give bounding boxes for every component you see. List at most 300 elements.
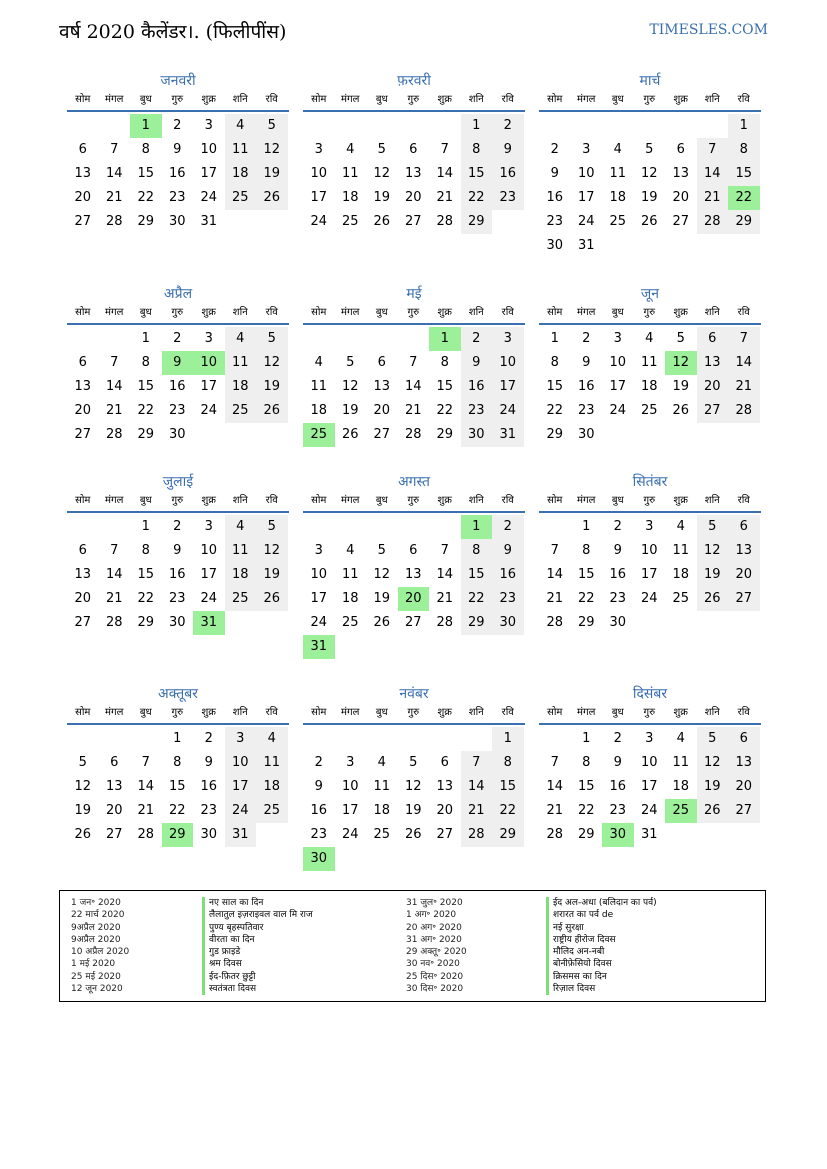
- day-cell: 10: [310, 567, 328, 582]
- day-cell: 31: [640, 827, 658, 842]
- day-cell: 23: [492, 587, 524, 611]
- day-cell: 16: [492, 563, 524, 587]
- weekday-label: गुरु: [171, 307, 184, 318]
- day-cell: 24: [609, 403, 627, 418]
- day-cell: 5: [676, 331, 685, 346]
- weekday-label: गुरु: [407, 707, 420, 718]
- day-cell: 25: [373, 827, 391, 842]
- weekday-label: शुक्र: [437, 495, 452, 506]
- day-cell: 23: [546, 214, 564, 229]
- month-name: मई: [406, 286, 422, 302]
- weekday-label: सोम: [311, 94, 327, 105]
- weekday-label: बुध: [375, 94, 388, 105]
- day-cell: 24: [200, 403, 218, 418]
- day-cell: [697, 234, 729, 258]
- day-cell: 29: [492, 823, 524, 847]
- day-cell: 1: [550, 331, 559, 346]
- day-cell: 20: [105, 803, 123, 818]
- day-cell: 7: [550, 543, 559, 558]
- weekday-label: बुध: [139, 495, 152, 506]
- holiday-dates-left: [71, 897, 129, 995]
- weekday-label: शुक्र: [437, 94, 452, 105]
- day-cell: 6: [440, 755, 449, 770]
- month-block: [539, 72, 761, 258]
- holiday-name: रिज़ाल दिवस: [553, 984, 596, 995]
- day-cell: 7: [409, 355, 418, 370]
- day-cell: 17: [200, 379, 218, 394]
- day-cell: 2: [550, 142, 559, 157]
- weekday-label: सोम: [547, 707, 563, 718]
- day-cell: [429, 635, 461, 659]
- weekday-label: मंगल: [105, 307, 124, 318]
- weekday-label: शुक्र: [673, 495, 688, 506]
- day-cell: 21: [105, 190, 123, 205]
- holiday-date: 22 मार्च 2020: [71, 910, 125, 921]
- day-cell: [256, 611, 288, 635]
- day-cell: 29: [546, 427, 564, 442]
- day-cell: 17: [310, 190, 328, 205]
- holiday-name: क्रिसमस का दिन: [553, 971, 607, 982]
- day-cell: [634, 611, 666, 635]
- holiday-name: पुण्य बृहस्पतिवार: [209, 922, 264, 933]
- day-cell: 7: [110, 543, 119, 558]
- day-cell: 21: [137, 803, 155, 818]
- site-link[interactable]: TIMESLES.COM: [649, 22, 768, 38]
- holiday-date: 25 मई 2020: [71, 971, 121, 982]
- day-cell: [398, 327, 430, 351]
- day-cell: 9: [314, 779, 323, 794]
- day-cell: 18: [609, 190, 627, 205]
- day-cell: 10: [310, 166, 328, 181]
- weekday-label: शुक्र: [673, 307, 688, 318]
- day-cell: 25: [256, 799, 288, 823]
- day-cell: [225, 611, 257, 635]
- weekday-label: गुरु: [643, 307, 656, 318]
- day-cell: 28: [728, 399, 760, 423]
- holiday-date: 9अप्रैल 2020: [71, 934, 121, 945]
- day-cell: 27: [728, 587, 760, 611]
- day-cell: 26: [256, 587, 288, 611]
- holiday-name: लैलातुल इज़राइवल वाल मि राज: [209, 910, 313, 921]
- day-cell: 23: [310, 827, 328, 842]
- day-cell: 28: [404, 427, 422, 442]
- day-cell: 17: [640, 779, 658, 794]
- weekday-label: मंगल: [105, 94, 124, 105]
- day-cell: [335, 727, 367, 751]
- day-cell: 14: [105, 567, 123, 582]
- day-cell: 16: [168, 379, 186, 394]
- day-cell: 18: [341, 190, 359, 205]
- weekday-label: शुक्र: [673, 94, 688, 105]
- weekday-label: बुध: [139, 94, 152, 105]
- day-cell: 16: [546, 190, 564, 205]
- day-cell: 17: [225, 775, 257, 799]
- day-cell: 14: [105, 166, 123, 181]
- day-cell: 7: [141, 755, 150, 770]
- day-cell: 18: [225, 162, 257, 186]
- weekday-label: सोम: [75, 307, 91, 318]
- day-cell: 23: [609, 591, 627, 606]
- day-cell: 29: [137, 214, 155, 229]
- day-cell: 5: [377, 543, 386, 558]
- day-cell: [398, 635, 430, 659]
- weekday-label: बुध: [139, 307, 152, 318]
- day-cell: [634, 234, 666, 258]
- day-cell: 6: [377, 355, 386, 370]
- day-cell: 11: [225, 351, 257, 375]
- day-grid: [67, 515, 289, 635]
- weekday-header: [303, 303, 525, 325]
- day-cell: 9: [492, 539, 524, 563]
- day-cell: 22: [137, 591, 155, 606]
- day-grid: [303, 327, 525, 447]
- day-cell: 27: [436, 827, 454, 842]
- day-cell: 24: [341, 827, 359, 842]
- day-cell: 27: [672, 214, 690, 229]
- day-cell: 20: [74, 591, 92, 606]
- day-cell: 11: [310, 379, 328, 394]
- day-cell: 18: [373, 803, 391, 818]
- day-cell: 13: [672, 166, 690, 181]
- day-cell: [539, 727, 571, 751]
- day-cell: 4: [346, 142, 355, 157]
- day-cell: [634, 423, 666, 447]
- day-cell: 19: [697, 563, 729, 587]
- weekday-label: बुध: [611, 94, 624, 105]
- day-cell: 23: [609, 803, 627, 818]
- day-cell: 21: [436, 190, 454, 205]
- weekday-header: [67, 703, 289, 725]
- day-cell: 1: [461, 114, 493, 138]
- day-cell: 11: [640, 355, 658, 370]
- month-block: [67, 473, 289, 635]
- day-cell: 27: [728, 799, 760, 823]
- day-cell: 4: [346, 543, 355, 558]
- day-cell: 7: [440, 142, 449, 157]
- day-cell: 11: [225, 539, 257, 563]
- day-cell: 3: [204, 519, 213, 534]
- weekday-label: रवि: [265, 94, 278, 105]
- day-cell: 7: [461, 751, 493, 775]
- day-cell: [398, 114, 430, 138]
- day-cell: 11: [672, 543, 690, 558]
- day-cell: [665, 823, 697, 847]
- weekday-label: शुक्र: [201, 495, 216, 506]
- day-cell: [366, 327, 398, 351]
- day-cell: 3: [645, 731, 654, 746]
- day-cell: 10: [640, 543, 658, 558]
- day-cell: 25: [640, 403, 658, 418]
- day-cell: 13: [697, 351, 729, 375]
- day-cell: 15: [577, 779, 595, 794]
- holiday-date: 20 अग॰ 2020: [406, 922, 462, 933]
- day-cell: 26: [672, 403, 690, 418]
- day-cell: 19: [256, 563, 288, 587]
- weekday-label: रवि: [737, 495, 750, 506]
- day-cell: [602, 423, 634, 447]
- day-cell: 2: [204, 731, 213, 746]
- day-cell: 24: [577, 214, 595, 229]
- day-grid: [539, 114, 761, 258]
- day-cell: 5: [697, 727, 729, 751]
- day-cell: 22: [436, 403, 454, 418]
- weekday-label: शनि: [468, 94, 484, 105]
- weekday-label: बुध: [375, 707, 388, 718]
- day-cell: 30: [168, 427, 186, 442]
- weekday-header: [67, 90, 289, 112]
- day-cell: 14: [105, 379, 123, 394]
- holiday-date: 1 जन॰ 2020: [71, 898, 121, 908]
- day-cell: 25: [225, 186, 257, 210]
- day-cell: 30: [546, 238, 564, 253]
- day-cell: 26: [341, 427, 359, 442]
- day-cell: [665, 114, 697, 138]
- day-cell: 6: [409, 543, 418, 558]
- day-cell: 18: [225, 375, 257, 399]
- weekday-label: गुरु: [643, 495, 656, 506]
- day-cell: [697, 423, 729, 447]
- month-name: फ़रवरी: [397, 73, 431, 89]
- day-cell: [335, 635, 367, 659]
- holiday-list: [59, 890, 766, 1002]
- day-cell: 4: [676, 731, 685, 746]
- day-cell: 10: [193, 351, 225, 375]
- day-cell: 17: [492, 375, 524, 399]
- day-cell: 13: [404, 567, 422, 582]
- weekday-label: शनि: [232, 707, 248, 718]
- holiday-name: श्रम दिवस: [209, 959, 242, 970]
- weekday-label: गुरु: [643, 94, 656, 105]
- day-cell: 2: [582, 331, 591, 346]
- weekday-label: शनि: [704, 307, 720, 318]
- day-cell: [366, 515, 398, 539]
- day-cell: [728, 611, 760, 635]
- day-cell: 1: [461, 515, 493, 539]
- day-cell: 23: [168, 190, 186, 205]
- day-cell: 7: [728, 327, 760, 351]
- day-cell: 29: [461, 210, 493, 234]
- month-block: [303, 685, 525, 871]
- day-cell: 5: [346, 355, 355, 370]
- day-cell: [193, 423, 225, 447]
- day-cell: [429, 727, 461, 751]
- day-cell: 19: [672, 379, 690, 394]
- holiday-date: 10 अप्रैल 2020: [71, 947, 130, 958]
- day-cell: [492, 210, 524, 234]
- day-cell: [665, 234, 697, 258]
- day-cell: 2: [314, 755, 323, 770]
- day-cell: 29: [137, 615, 155, 630]
- day-cell: [303, 327, 335, 351]
- day-cell: 28: [436, 615, 454, 630]
- day-cell: 16: [310, 803, 328, 818]
- day-cell: 9: [461, 351, 493, 375]
- day-cell: [461, 847, 493, 871]
- day-cell: 25: [665, 799, 697, 823]
- day-cell: 15: [436, 379, 454, 394]
- weekday-label: सोम: [547, 307, 563, 318]
- day-cell: 28: [105, 615, 123, 630]
- day-cell: 14: [436, 567, 454, 582]
- holiday-dates-right: [406, 897, 467, 995]
- day-cell: 26: [697, 587, 729, 611]
- weekday-label: शनि: [232, 495, 248, 506]
- day-cell: 23: [492, 186, 524, 210]
- day-cell: [539, 114, 571, 138]
- day-cell: 29: [461, 611, 493, 635]
- day-cell: [225, 210, 257, 234]
- weekday-label: सोम: [311, 307, 327, 318]
- day-cell: 22: [137, 403, 155, 418]
- day-cell: 21: [546, 591, 564, 606]
- day-cell: 5: [256, 515, 288, 539]
- day-cell: 26: [404, 827, 422, 842]
- day-cell: 20: [74, 190, 92, 205]
- day-cell: 1: [582, 731, 591, 746]
- weekday-label: बुध: [375, 307, 388, 318]
- day-cell: 8: [582, 755, 591, 770]
- day-cell: 24: [640, 591, 658, 606]
- day-cell: 25: [341, 214, 359, 229]
- day-cell: [366, 727, 398, 751]
- day-cell: 5: [409, 755, 418, 770]
- day-cell: 9: [550, 166, 559, 181]
- day-cell: 23: [200, 803, 218, 818]
- month-name: मार्च: [639, 73, 661, 89]
- weekday-label: शनि: [468, 707, 484, 718]
- day-cell: 6: [728, 727, 760, 751]
- day-cell: 19: [256, 375, 288, 399]
- day-cell: [634, 114, 666, 138]
- holiday-date: 30 दिस॰ 2020: [406, 984, 464, 995]
- holiday-name: शरारत का पर्व de: [553, 910, 614, 921]
- day-grid: [539, 727, 761, 847]
- day-cell: 30: [168, 615, 186, 630]
- day-cell: 26: [256, 399, 288, 423]
- day-cell: 4: [676, 519, 685, 534]
- day-cell: 12: [373, 567, 391, 582]
- day-cell: 22: [546, 403, 564, 418]
- day-cell: 31: [577, 238, 595, 253]
- weekday-label: गुरु: [171, 495, 184, 506]
- day-cell: 28: [137, 827, 155, 842]
- day-cell: [335, 847, 367, 871]
- month-name: नवंबर: [399, 686, 429, 702]
- month-block: [303, 473, 525, 659]
- day-cell: 12: [697, 539, 729, 563]
- day-cell: 2: [461, 327, 493, 351]
- day-cell: 29: [728, 210, 760, 234]
- weekday-label: शनि: [704, 495, 720, 506]
- weekday-label: शनि: [232, 307, 248, 318]
- day-cell: 21: [546, 803, 564, 818]
- day-cell: 14: [137, 779, 155, 794]
- day-cell: 16: [492, 162, 524, 186]
- holiday-date: 12 जून 2020: [71, 984, 123, 995]
- weekday-label: रवि: [501, 94, 514, 105]
- weekday-label: रवि: [265, 495, 278, 506]
- day-cell: 6: [78, 142, 87, 157]
- day-cell: 20: [404, 190, 422, 205]
- day-cell: 30: [492, 611, 524, 635]
- day-cell: 26: [373, 214, 391, 229]
- day-cell: [335, 114, 367, 138]
- weekday-label: रवि: [265, 707, 278, 718]
- holiday-names-left: [202, 897, 313, 995]
- day-cell: 8: [461, 539, 493, 563]
- weekday-label: रवि: [501, 307, 514, 318]
- day-cell: 21: [697, 186, 729, 210]
- day-cell: [366, 114, 398, 138]
- weekday-label: रवि: [737, 94, 750, 105]
- weekday-label: मंगल: [341, 707, 360, 718]
- day-cell: 26: [373, 615, 391, 630]
- day-cell: 17: [609, 379, 627, 394]
- day-cell: [492, 847, 524, 871]
- weekday-label: मंगल: [105, 495, 124, 506]
- month-block: [303, 72, 525, 234]
- day-cell: 2: [613, 519, 622, 534]
- day-cell: [67, 515, 99, 539]
- day-cell: [99, 727, 131, 751]
- day-cell: 26: [640, 214, 658, 229]
- day-cell: 21: [436, 591, 454, 606]
- day-cell: 5: [78, 755, 87, 770]
- day-cell: 15: [168, 779, 186, 794]
- day-cell: 24: [640, 803, 658, 818]
- day-cell: 27: [105, 827, 123, 842]
- day-cell: 16: [200, 779, 218, 794]
- day-cell: 11: [341, 166, 359, 181]
- day-cell: 7: [110, 355, 119, 370]
- day-cell: [398, 847, 430, 871]
- day-cell: 28: [697, 210, 729, 234]
- day-grid: [303, 515, 525, 659]
- day-cell: [335, 327, 367, 351]
- day-cell: 7: [550, 755, 559, 770]
- day-cell: [303, 114, 335, 138]
- day-cell: 3: [204, 118, 213, 133]
- day-cell: 8: [582, 543, 591, 558]
- day-cell: 20: [398, 587, 430, 611]
- month-name: जून: [640, 286, 660, 302]
- day-cell: [461, 635, 493, 659]
- day-cell: 12: [697, 751, 729, 775]
- day-cell: 7: [697, 138, 729, 162]
- day-cell: [697, 114, 729, 138]
- holiday-date: 31 अग॰ 2020: [406, 934, 462, 945]
- month-name: अप्रैल: [163, 286, 193, 302]
- weekday-label: सोम: [547, 495, 563, 506]
- day-cell: [67, 114, 99, 138]
- day-cell: 18: [310, 403, 328, 418]
- weekday-header: [67, 303, 289, 325]
- day-cell: [225, 423, 257, 447]
- day-cell: 29: [137, 427, 155, 442]
- day-cell: 3: [582, 142, 591, 157]
- day-cell: 12: [640, 166, 658, 181]
- day-cell: 31: [492, 423, 524, 447]
- weekday-label: मंगल: [577, 94, 596, 105]
- day-cell: 28: [105, 214, 123, 229]
- day-cell: 4: [314, 355, 323, 370]
- day-cell: 14: [728, 351, 760, 375]
- day-cell: 22: [461, 186, 493, 210]
- day-cell: 11: [225, 138, 257, 162]
- day-cell: 9: [162, 351, 194, 375]
- day-cell: 22: [461, 587, 493, 611]
- day-cell: 23: [168, 591, 186, 606]
